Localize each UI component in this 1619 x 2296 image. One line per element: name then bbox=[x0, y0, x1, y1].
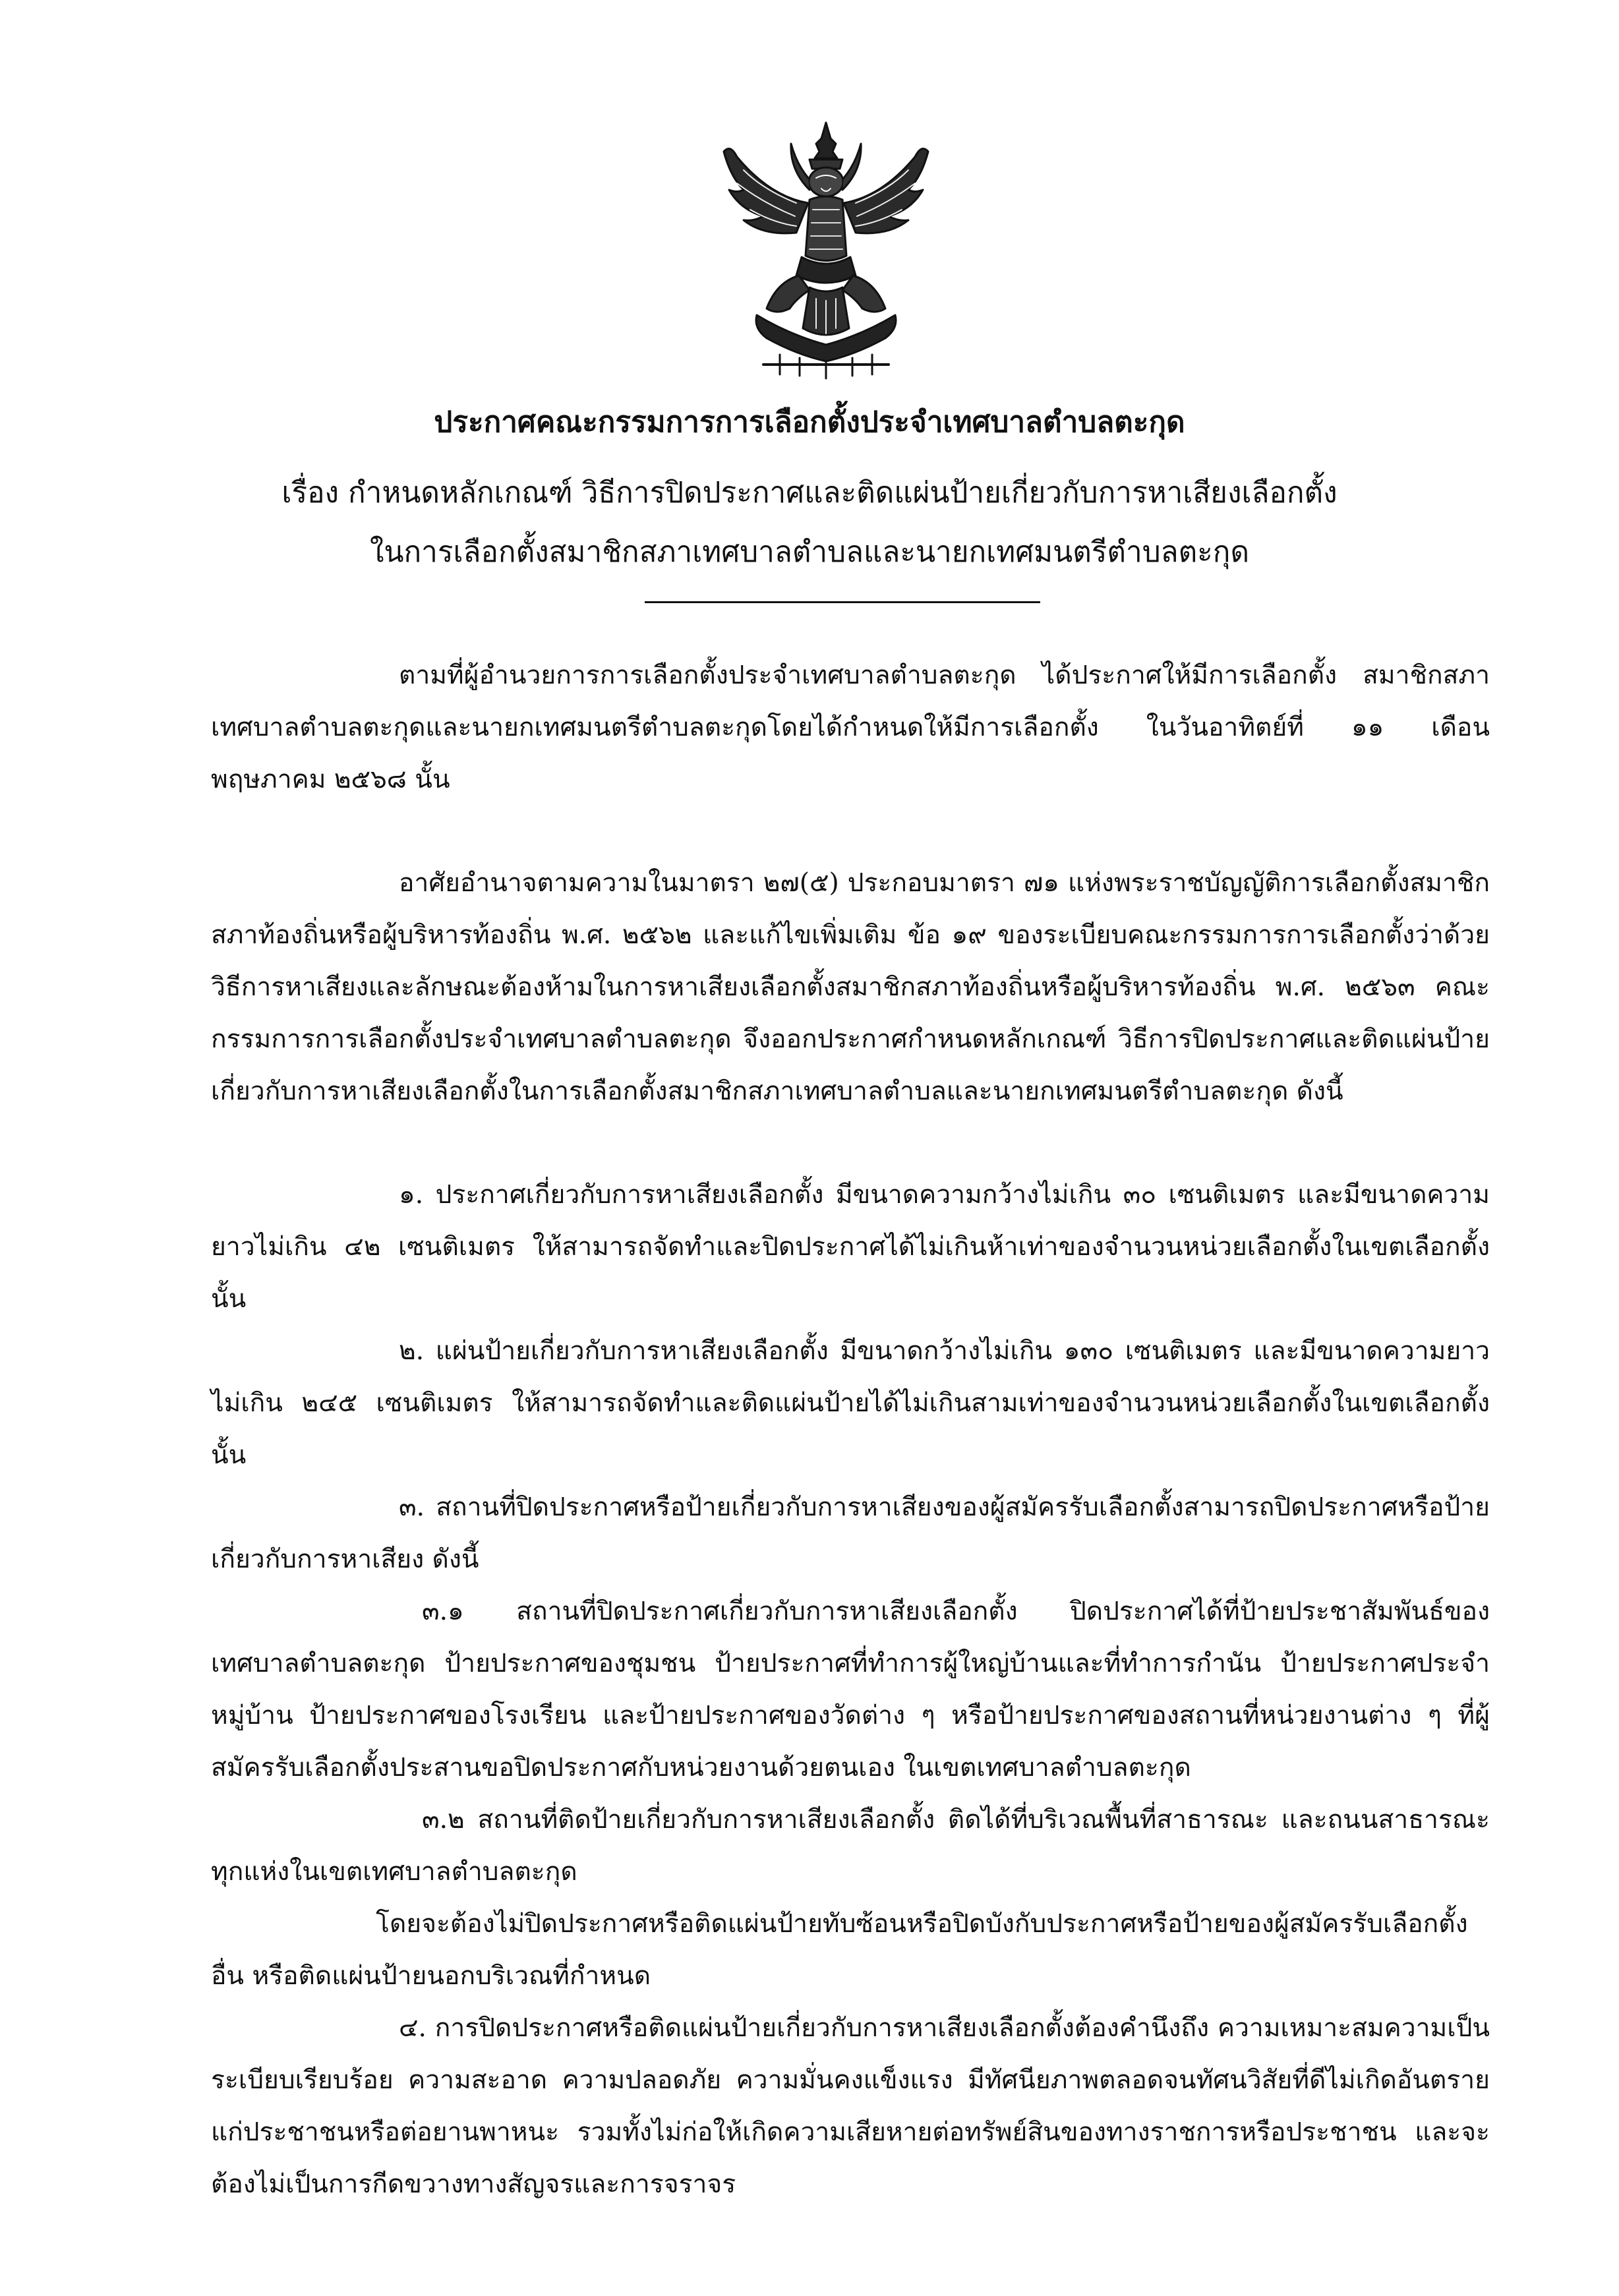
intro-paragraph: ตามที่ผู้อำนวยการการเลือกตั้งประจำเทศบาลตำบลตะกุด ได้ประกาศให้มีการเลือกตั้ง สมาชิกสภาเทศบาลตำบลตะกุดและนายกเทศมนตรีตำบลตะกุดโดยได้กำหนดให้มีการเลือกตั้ง ในวันอาทิตย์ที่ ๑๑ เดือน พฤษภาคม ๒๕๖๘ นั้น bbox=[211, 661, 1490, 794]
item-1: ๑. ประกาศเกี่ยวกับการหาเสียงเลือกตั้ง มีขนาดความกว้างไม่เกิน ๓๐ เซนติเมตร และมีขนาดความยาวไม่เกิน ๔๒ เซนติเมตร ให้สามารถจัดทำและปิดประกาศได้ไม่เกินห้าเท่าของจำนวนหน่วยเลือกตั้งในเขตเลือกตั้งนั้น bbox=[211, 1180, 1490, 1314]
item-3-note: โดยจะต้องไม่ปิดประกาศหรือติดแผ่นป้ายทับซ้อนหรือปิดบังกับประกาศหรือป้ายของผู้สมัครรับเลือกตั้งอื่น หรือติดแผ่นป้ายนอกบริเวณที่กำหนด bbox=[211, 1909, 1468, 1991]
title-divider bbox=[645, 601, 1040, 603]
item-3: ๓. สถานที่ปิดประกาศหรือป้ายเกี่ยวกับการหาเสียงของผู้สมัครรับเลือกตั้งสามารถปิดประกาศหรือป้ายเกี่ยวกับการหาเสียง ดังนี้ bbox=[211, 1492, 1490, 1574]
garuda-emblem bbox=[717, 117, 935, 381]
item-2: ๒. แผ่นป้ายเกี่ยวกับการหาเสียงเลือกตั้ง มีขนาดกว้างไม่เกิน ๑๓๐ เซนติเมตร และมีขนาดความยาวไม่เกิน ๒๔๕ เซนติเมตร ให้สามารถจัดทำและติดแผ่นป้ายได้ไม่เกินสามเท่าของจำนวนหน่วยเลือกตั้งในเขตเลือกตั้งนั้น bbox=[211, 1336, 1490, 1470]
announcement-subject-line2: ในการเลือกตั้งสมาชิกสภาเทศบาลตำบลและนายกเทศมนตรีตำบลตะกุด bbox=[369, 535, 1250, 569]
item-3-2: ๓.๒ สถานที่ติดป้ายเกี่ยวกับการหาเสียงเลือกตั้ง ติดได้ที่บริเวณพื้นที่สาธารณะ และถนนสาธารณะทุกแห่งในเขตเทศบาลตำบลตะกุด bbox=[211, 1805, 1490, 1887]
announcement-title: ประกาศคณะกรรมการการเลือกตั้งประจำเทศบาลตำบลตะกุด bbox=[434, 405, 1185, 439]
authority-paragraph: อาศัยอำนาจตามความในมาตรา ๒๗(๕) ประกอบมาตรา ๗๑ แห่งพระราชบัญญัติการเลือกตั้งสมาชิกสภาท้องถิ่นหรือผู้บริหารท้องถิ่น พ.ศ. ๒๕๖๒ และแก้ไขเพิ่มเติม ข้อ ๑๙ ของระเบียบคณะกรรมการการเลือกตั้งว่าด้วยวิธีการหาเสียงและลักษณะต้องห้ามในการหาเสียงเลือกตั้งสมาชิกสภาท้องถิ่นหรือผู้บริหารท้องถิ่น พ.ศ. ๒๕๖๓ คณะกรรมการการเลือกตั้งประจำเทศบาลตำบลตะกุด จึงออกประกาศกำหนดหลักเกณฑ์ วิธีการปิดประกาศและติดแผ่นป้ายเกี่ยวกับการหาเสียงเลือกตั้งในการเลือกตั้งสมาชิกสภาเทศบาลตำบลและนายกเทศมนตรีตำบลตะกุด ดังนี้ bbox=[211, 868, 1490, 1106]
item-4: ๔. การปิดประกาศหรือติดแผ่นป้ายเกี่ยวกับการหาเสียงเลือกตั้งต้องคำนึงถึง ความเหมาะสมความเป็นระเบียบเรียบร้อย ความสะอาด ความปลอดภัย ความมั่นคงแข็งแรง มีทัศนียภาพตลอดจนทัศนวิสัยที่ดีไม่เกิดอันตรายแก่ประชาชนหรือต่อยานพาหนะ รวมทั้งไม่ก่อให้เกิดความเสียหายต่อทรัพย์สินของทางราชการหรือประชาชน และจะต้องไม่เป็นการกีดขวางทางสัญจรและการจราจร bbox=[211, 2013, 1490, 2199]
announcement-body bbox=[211, 649, 1490, 2210]
item-3-1: ๓.๑ สถานที่ปิดประกาศเกี่ยวกับการหาเสียงเลือกตั้ง ปิดประกาศได้ที่ป้ายประชาสัมพันธ์ของเทศบาลตำบลตะกุด ป้ายประกาศของชุมชน ป้ายประกาศที่ทำการผู้ใหญ่บ้านและที่ทำการกำนัน ป้ายประกาศประจำหมู่บ้าน ป้ายประกาศของโรงเรียน และป้ายประกาศของวัดต่าง ๆ หรือป้ายประกาศของสถานที่หน่วยงานต่าง ๆ ที่ผู้สมัครรับเลือกตั้งประสานขอปิดประกาศกับหน่วยงานด้วยตนเอง ในเขตเทศบาลตำบลตะกุด bbox=[211, 1597, 1490, 1782]
announcement-subject: เรื่อง กำหนดหลักเกณฑ์ วิธีการปิดประกาศและติดแผ่นป้ายเกี่ยวกับการหาเสียงเลือกตั้ง bbox=[281, 476, 1338, 510]
